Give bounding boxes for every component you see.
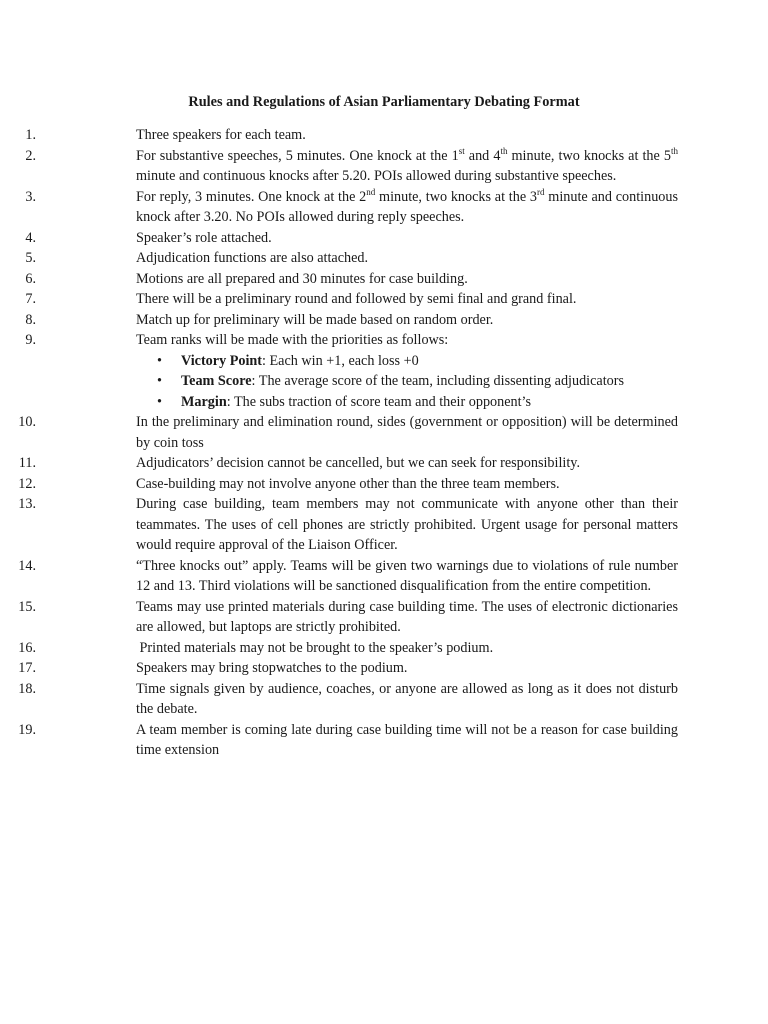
ordinal-superscript: th <box>670 145 678 156</box>
rule-text-part: minute, two knocks at the 5 <box>507 147 671 164</box>
priority-term: Margin <box>181 393 227 410</box>
ordinal-superscript: nd <box>366 186 376 197</box>
rule-text <box>136 146 678 187</box>
rule-text: In the preliminary and elimination round, sides (government or opposition) will be determined by coin toss <box>136 414 678 451</box>
rule-text-part: minute and continuous knock after 3.20. No POIs allowed during reply speeches. <box>136 188 679 225</box>
rule-text-part: and 4 <box>464 147 501 164</box>
rule-number: 18. <box>18 680 36 697</box>
priority-description: : Each win +1, each loss +0 <box>262 352 419 369</box>
priority-term: Team Score <box>181 373 252 389</box>
rule-number: 15. <box>18 598 36 615</box>
rule-text: Adjudicators’ decision cannot be cancelled, but we can seek for responsibility. <box>136 455 580 471</box>
rule-number: 3. <box>25 188 36 205</box>
rule-item-6 <box>0 269 678 290</box>
rule-number: 2. <box>25 147 36 164</box>
rule-number: 12. <box>18 475 36 492</box>
rule-number: 8. <box>25 311 36 328</box>
rule-item-4 <box>0 228 678 249</box>
rule-item-12 <box>0 474 678 495</box>
rule-number: 17. <box>18 660 36 676</box>
rule-number: 14. <box>18 557 36 574</box>
rule-text-part: minute, two knocks at the 3 <box>375 188 538 205</box>
rule-text: Case-building may not involve anyone other than the three team members. <box>136 475 560 492</box>
rule-number: 19. <box>18 721 36 738</box>
rule-item-11 <box>0 453 678 474</box>
rule-text: “Three knocks out” apply. Teams will be given two warnings due to violations of rule number 12 and 13. Third violations will be sanctioned disqualification from the entire competition. <box>136 557 678 594</box>
bullet-icon: • <box>157 393 162 410</box>
rule-text-part: For reply, 3 minutes. One knock at the 2 <box>136 188 367 205</box>
rule-item-17 <box>0 658 678 679</box>
rule-text: Teams may use printed materials during case building time. The uses of electronic dictionaries are allowed, but laptops are strictly prohibited. <box>136 598 678 635</box>
bullet-icon: • <box>157 352 162 369</box>
rules-list <box>0 125 768 761</box>
rule-item-13 <box>0 494 678 556</box>
rule-item-2 <box>0 146 678 187</box>
rule-text: Speaker’s role attached. <box>136 229 272 246</box>
rule-item-10 <box>0 412 678 453</box>
rule-number: 5. <box>25 250 36 266</box>
rule-number: 13. <box>18 496 36 512</box>
rule-text: Speakers may bring stopwatches to the podium. <box>136 660 408 676</box>
rule-text-part: For substantive speeches, 5 minutes. One knock at the 1 <box>136 147 459 164</box>
priority-description: : The subs traction of score team and their opponent’s <box>226 393 532 410</box>
ordinal-superscript: rd <box>537 186 545 197</box>
rule-item-5 <box>0 248 678 269</box>
rule-item-14 <box>0 556 678 597</box>
ordinal-superscript: st <box>458 145 465 156</box>
rule-item-16 <box>0 638 678 659</box>
ordinal-superscript: th <box>500 145 508 156</box>
rule-number: 4. <box>25 229 36 246</box>
rule-item-15 <box>0 597 678 638</box>
rule-text: Motions are all prepared and 30 minutes for case building. <box>136 270 468 287</box>
rule-item-19 <box>0 720 678 761</box>
rule-number: 10. <box>18 414 36 430</box>
rule-number: 9. <box>25 332 36 348</box>
rule-item-9 <box>0 330 678 351</box>
bullet-icon: • <box>157 373 162 389</box>
priority-term: Victory Point <box>181 352 263 369</box>
rule-text: Printed materials may not be brought to the speaker’s podium. <box>136 639 494 656</box>
rule-text: Time signals given by audience, coaches, or anyone are allowed as long as it does not disturb the debate. <box>136 680 678 717</box>
rule-item-3 <box>0 187 678 228</box>
rule-text: Three speakers for each team. <box>136 127 306 143</box>
rule-item-18 <box>0 679 678 720</box>
rule-number: 6. <box>25 270 36 287</box>
rule-text: Team ranks will be made with the priorities as follows: <box>136 332 449 348</box>
priority-item-victory-point <box>0 351 768 372</box>
priority-list <box>0 351 768 413</box>
rule-item-8 <box>0 310 678 331</box>
rule-text: There will be a preliminary round and followed by semi final and grand final. <box>136 291 577 307</box>
rule-number: 16. <box>18 639 36 656</box>
priority-item-team-score <box>0 371 768 392</box>
priority-description: : The average score of the team, including dissenting adjudicators <box>251 373 624 389</box>
rule-text: A team member is coming late during case building time will not be a reason for case building time extension <box>136 721 678 758</box>
rule-item-1 <box>0 125 678 146</box>
rule-text <box>136 187 678 228</box>
priority-item-margin <box>0 392 768 413</box>
rule-text: Adjudication functions are also attached. <box>136 250 369 266</box>
rule-text: During case building, team members may not communicate with anyone other than their teammates. The uses of cell phones are strictly prohibited. Urgent usage for personal matters would require approval of the Liaison Officer. <box>136 496 678 553</box>
rule-number: 11. <box>18 455 36 471</box>
rule-number: 7. <box>25 291 36 307</box>
rule-text-part: minute and continuous knocks after 5.20. POIs allowed during substantive speeches. <box>136 168 617 184</box>
rule-number: 1. <box>25 127 36 143</box>
rule-text: Match up for preliminary will be made based on random order. <box>136 311 494 328</box>
page-title: Rules and Regulations of Asian Parliamentary Debating Format <box>188 94 580 110</box>
rule-item-7 <box>0 289 678 310</box>
